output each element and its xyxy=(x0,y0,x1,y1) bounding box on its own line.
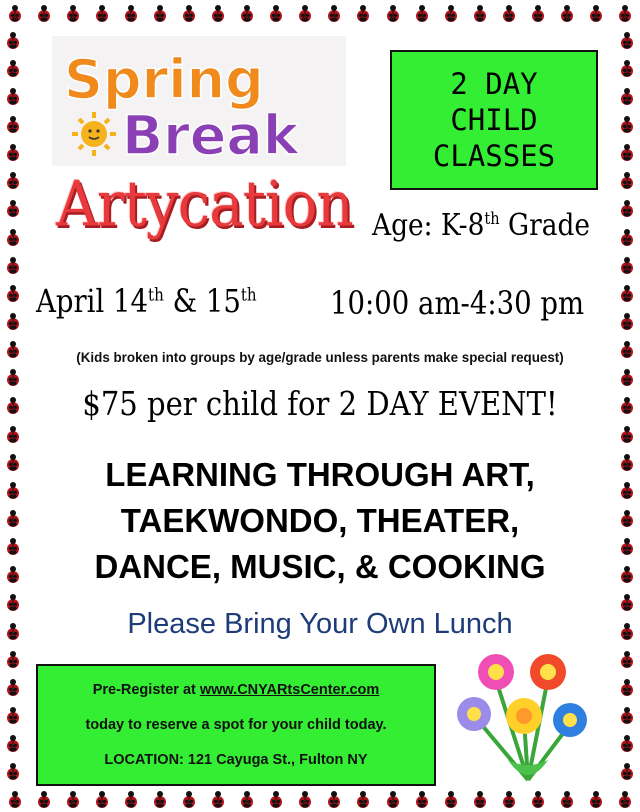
ladybug-icon xyxy=(356,5,370,22)
ladybug-icon xyxy=(6,144,20,161)
ladybug-icon xyxy=(473,791,487,808)
ladybug-icon xyxy=(6,200,20,217)
ladybug-icon xyxy=(269,791,283,808)
ladybug-icon xyxy=(502,5,516,22)
ladybug-icon xyxy=(620,651,634,668)
ladybug-icon xyxy=(240,791,254,808)
event-dates: April 14th & 15th xyxy=(36,282,257,320)
sun-icon xyxy=(72,112,116,156)
ladybug-icon xyxy=(124,791,138,808)
ladybug-icon xyxy=(620,88,634,105)
ladybug-icon xyxy=(6,313,20,330)
ladybug-icon xyxy=(620,735,634,752)
ladybug-icon xyxy=(618,5,632,22)
ladybug-icon xyxy=(298,5,312,22)
price: $75 per child for 2 DAY EVENT! xyxy=(82,384,558,423)
ladybug-icon xyxy=(182,791,196,808)
classes-line2: CHILD xyxy=(450,103,538,137)
register-line1: Pre-Register at www.CNYARtsCenter.com xyxy=(92,681,380,698)
ladybug-icon xyxy=(620,200,634,217)
ladybug-icon xyxy=(620,426,634,443)
classes-line3: CLASSES xyxy=(432,139,556,173)
ladybug-icon xyxy=(66,791,80,808)
ladybug-icon xyxy=(620,60,634,77)
ladybug-icon xyxy=(6,369,20,386)
activities-line2: TAEKWONDO, THEATER, xyxy=(120,502,520,539)
ladybug-icon xyxy=(6,735,20,752)
ladybug-border-left xyxy=(0,26,26,786)
ladybug-icon xyxy=(66,5,80,22)
activities-line3: DANCE, MUSIC, & COOKING xyxy=(94,548,546,585)
ladybug-icon xyxy=(6,32,20,49)
ladybug-icon xyxy=(415,791,429,808)
ladybug-icon xyxy=(589,5,603,22)
ladybug-icon xyxy=(620,285,634,302)
activities-list xyxy=(0,452,640,590)
registration-box xyxy=(36,664,436,786)
ladybug-icon xyxy=(124,5,138,22)
groups-note: (Kids broken into groups by age/grade unless parents make special request) xyxy=(76,350,564,365)
ladybug-icon xyxy=(502,791,516,808)
ladybug-icon xyxy=(386,791,400,808)
ladybug-border-top xyxy=(0,0,640,26)
flower-icon xyxy=(448,640,608,790)
event-time: 10:00 am-4:30 pm xyxy=(330,284,585,322)
ladybug-icon xyxy=(6,285,20,302)
ladybug-icon xyxy=(8,5,22,22)
ladybug-icon xyxy=(531,791,545,808)
ladybug-icon xyxy=(95,5,109,22)
ladybug-icon xyxy=(6,116,20,133)
ladybug-icon xyxy=(444,5,458,22)
ladybug-icon xyxy=(6,679,20,696)
ladybug-icon xyxy=(444,791,458,808)
event-title: Artycation xyxy=(56,167,353,241)
ladybug-icon xyxy=(531,5,545,22)
register-line2: today to reserve a spot for your child today. xyxy=(85,716,387,733)
ladybug-icon xyxy=(211,5,225,22)
register-link[interactable]: www.CNYARtsCenter.com xyxy=(199,681,380,698)
ladybug-icon xyxy=(620,369,634,386)
ladybug-icon xyxy=(327,5,341,22)
activities-line1: LEARNING THROUGH ART, xyxy=(105,456,535,493)
svg-text:Spring xyxy=(64,48,264,111)
ladybug-icon xyxy=(620,229,634,246)
ladybug-border-right xyxy=(614,26,640,786)
ladybug-icon xyxy=(6,397,20,414)
ladybug-icon xyxy=(240,5,254,22)
ladybug-icon xyxy=(589,791,603,808)
ladybug-icon xyxy=(6,426,20,443)
ladybug-icon xyxy=(6,651,20,668)
ladybug-icon xyxy=(6,229,20,246)
ladybug-icon xyxy=(6,60,20,77)
register-location: LOCATION: 121 Cayuga St., Fulton NY xyxy=(104,752,368,769)
ladybug-icon xyxy=(620,763,634,780)
ladybug-icon xyxy=(620,397,634,414)
ladybug-icon xyxy=(182,5,196,22)
logo-line1: Spring xyxy=(64,48,264,111)
ladybug-icon xyxy=(620,679,634,696)
ladybug-icon xyxy=(356,791,370,808)
ladybug-icon xyxy=(620,313,634,330)
ladybug-icon xyxy=(6,707,20,724)
ladybug-icon xyxy=(386,5,400,22)
ladybug-icon xyxy=(153,791,167,808)
ladybug-icon xyxy=(560,5,574,22)
ladybug-icon xyxy=(6,172,20,189)
classes-box xyxy=(390,50,598,190)
ladybug-icon xyxy=(327,791,341,808)
ladybug-icon xyxy=(620,144,634,161)
ladybug-icon xyxy=(95,791,109,808)
ladybug-icon xyxy=(560,791,574,808)
ladybug-icon xyxy=(6,88,20,105)
ladybug-icon xyxy=(211,791,225,808)
ladybug-icon xyxy=(37,5,51,22)
ladybug-icon xyxy=(415,5,429,22)
ladybug-icon xyxy=(269,5,283,22)
lunch-note: Please Bring Your Own Lunch xyxy=(127,608,513,640)
ladybug-icon xyxy=(8,791,22,808)
spring-break-logo xyxy=(52,36,346,166)
ladybug-icon xyxy=(473,5,487,22)
age-range: Age: K-8th Grade xyxy=(372,208,590,243)
ladybug-icon xyxy=(153,5,167,22)
classes-line1: 2 DAY xyxy=(450,67,538,101)
ladybug-icon xyxy=(620,116,634,133)
ladybug-icon xyxy=(6,257,20,274)
ladybug-icon xyxy=(618,791,632,808)
ladybug-icon xyxy=(37,791,51,808)
ladybug-icon xyxy=(620,32,634,49)
logo-line2: Break xyxy=(122,104,299,166)
ladybug-icon xyxy=(298,791,312,808)
ladybug-icon xyxy=(620,707,634,724)
ladybug-icon xyxy=(6,763,20,780)
ladybug-icon xyxy=(620,257,634,274)
ladybug-icon xyxy=(620,172,634,189)
